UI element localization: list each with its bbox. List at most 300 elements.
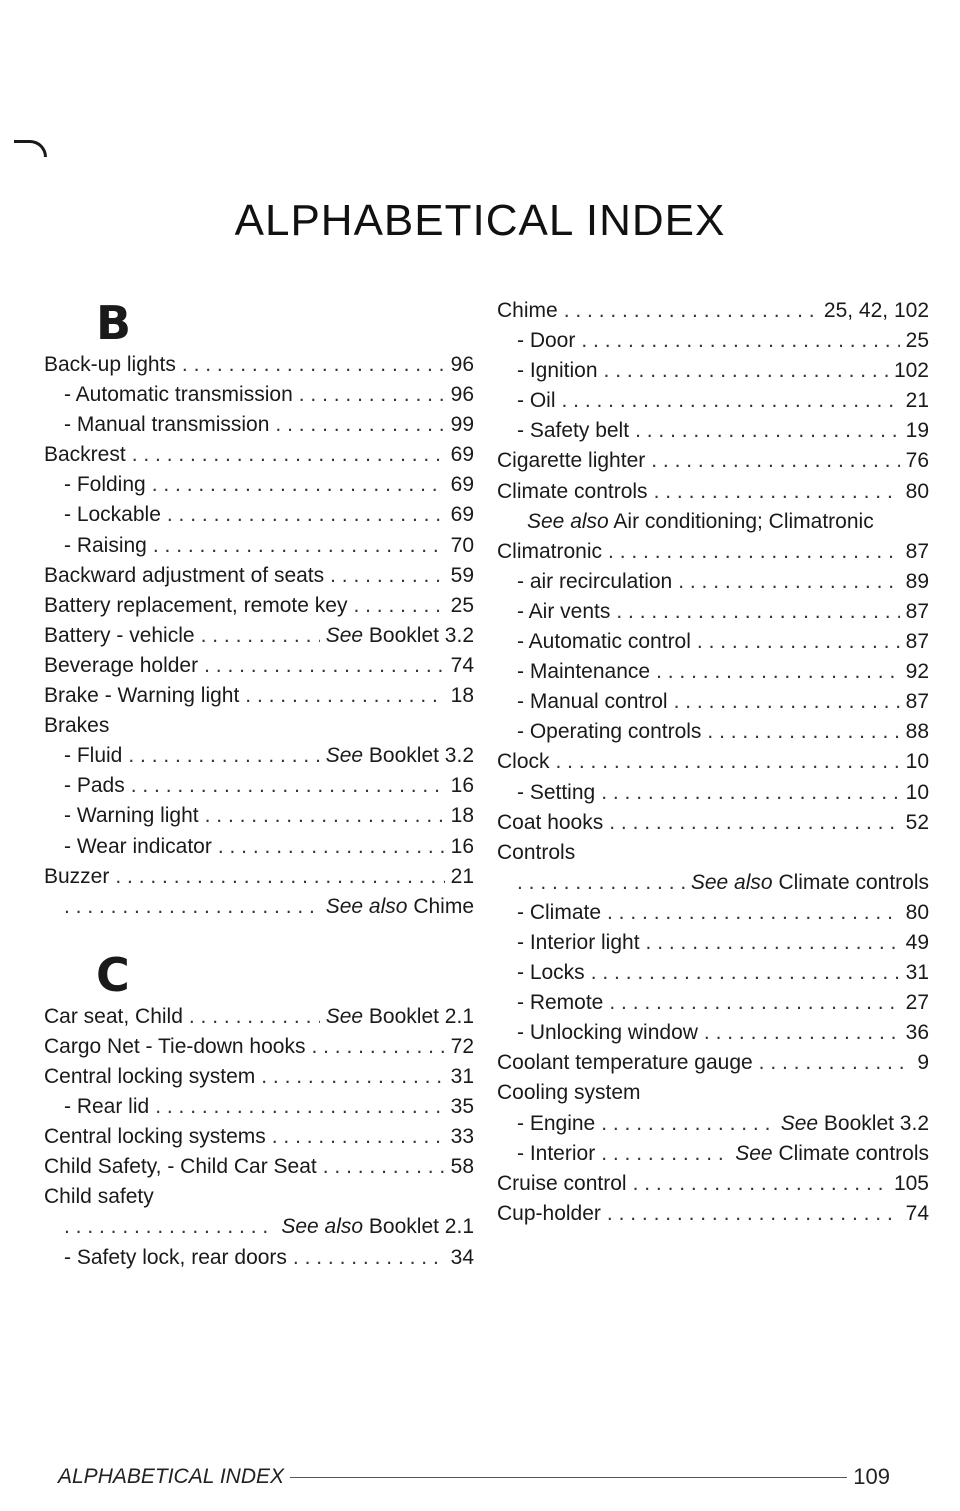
entry-term: Beverage holder — [44, 653, 199, 677]
entry-term: - Ignition — [517, 359, 598, 383]
index-entry — [497, 778, 929, 808]
index-entry — [497, 537, 929, 567]
index-entry — [497, 838, 929, 868]
index-entry — [497, 326, 929, 356]
index-entry — [44, 561, 474, 591]
entry-reference — [451, 591, 474, 621]
dot-leader — [609, 988, 899, 1018]
entry-reference — [326, 621, 474, 651]
page-reference: Booklet 2.1 — [368, 1215, 474, 1239]
entry-reference — [451, 1122, 474, 1152]
entry-term: - Operating controls — [517, 720, 702, 744]
entry-term: Climatronic — [497, 539, 603, 563]
entry-term: - Air vents — [517, 599, 611, 623]
index-list-b — [44, 350, 474, 922]
entry-reference — [326, 892, 474, 922]
index-list-right — [497, 296, 929, 1229]
page-reference: 52 — [905, 810, 929, 834]
index-entry — [497, 507, 929, 537]
page-reference: 69 — [450, 473, 474, 497]
entry-term: - Door — [517, 329, 576, 353]
entry-reference — [906, 537, 929, 567]
entry-reference — [917, 1048, 929, 1078]
entry-term: - Warning light — [64, 804, 199, 828]
entry-term: Cigarette lighter — [497, 449, 646, 473]
page-reference: 10 — [905, 750, 929, 774]
entry-term: - Unlocking window — [517, 1021, 698, 1045]
index-entry — [44, 380, 474, 410]
entry-reference — [906, 657, 929, 687]
index-entry — [497, 1199, 929, 1229]
see-label: See also — [690, 870, 773, 894]
entry-reference — [281, 1212, 474, 1242]
dot-leader — [651, 446, 899, 476]
page-reference: 87 — [905, 599, 929, 623]
dot-leader — [132, 440, 445, 470]
entry-reference — [326, 741, 474, 771]
entry-term: Battery replacement, remote key — [44, 593, 348, 617]
dot-leader — [353, 591, 444, 621]
entry-reference — [906, 687, 929, 717]
index-entry — [497, 898, 929, 928]
index-entry — [497, 386, 929, 416]
entry-reference — [906, 627, 929, 657]
entry-term: Coat hooks — [497, 810, 604, 834]
page-reference: 70 — [450, 533, 474, 557]
entry-term: - Locks — [517, 961, 585, 985]
entry-reference — [906, 778, 929, 808]
index-entry — [44, 1152, 474, 1182]
entry-term: - Wear indicator — [64, 834, 212, 858]
dot-leader — [261, 1062, 444, 1092]
index-entry — [44, 470, 474, 500]
index-entry — [497, 356, 929, 386]
entry-term: Central locking systems — [44, 1125, 266, 1149]
page-reference: 16 — [450, 834, 474, 858]
index-entry — [44, 1002, 474, 1032]
entry-reference — [451, 1152, 474, 1182]
page-reference: 9 — [917, 1051, 929, 1075]
entry-term: Cooling system — [497, 1081, 641, 1105]
index-entry — [44, 591, 474, 621]
index-entry — [497, 657, 929, 687]
index-entry — [44, 350, 474, 380]
index-entry — [497, 988, 929, 1018]
entry-term: Backward adjustment of seats — [44, 563, 325, 587]
dot-leader — [311, 1032, 444, 1062]
index-entry — [497, 687, 929, 717]
entry-term: - Engine — [517, 1111, 596, 1135]
entry-term: - Manual control — [517, 690, 668, 714]
entry-reference — [906, 747, 929, 777]
index-entry — [44, 1032, 474, 1062]
entry-reference — [451, 832, 474, 862]
entry-reference — [451, 350, 474, 380]
page-reference: 27 — [905, 991, 929, 1015]
entry-reference — [824, 296, 929, 326]
index-entry — [44, 832, 474, 862]
index-entry — [44, 1062, 474, 1092]
index-entry — [44, 1243, 474, 1273]
index-entry — [44, 801, 474, 831]
dot-leader — [517, 868, 685, 898]
entry-term: Cruise control — [497, 1171, 627, 1195]
page-reference: 102 — [893, 359, 929, 383]
entry-reference — [781, 1109, 929, 1139]
index-entry — [497, 567, 929, 597]
page-reference: Booklet 3.2 — [368, 744, 474, 768]
page-reference: 33 — [450, 1125, 474, 1149]
entry-reference — [451, 1032, 474, 1062]
dot-leader — [654, 477, 900, 507]
page-reference: 21 — [450, 864, 474, 888]
entry-term: - Manual transmission — [64, 413, 270, 437]
page-reference: 25 — [450, 593, 474, 617]
dot-leader — [604, 356, 888, 386]
index-entry — [44, 621, 474, 651]
index-entry — [497, 1139, 929, 1169]
entry-term: Buzzer — [44, 864, 110, 888]
entry-term: - Automatic transmission — [64, 383, 293, 407]
page-reference: 74 — [905, 1201, 929, 1225]
page-reference: 25, 42, 102 — [823, 299, 929, 322]
entry-reference — [451, 801, 474, 831]
page-reference: 74 — [450, 653, 474, 677]
dot-leader — [64, 1212, 275, 1242]
index-entry — [44, 681, 474, 711]
index-entry — [497, 1078, 929, 1108]
page-reference: 87 — [905, 630, 929, 654]
dot-leader — [633, 1169, 888, 1199]
index-column-left — [44, 296, 474, 1273]
dot-leader — [581, 326, 899, 356]
dot-leader — [591, 958, 900, 988]
entry-term: Cup-holder — [497, 1201, 601, 1225]
entry-term: - Setting — [517, 780, 596, 804]
entry-reference — [735, 1139, 929, 1169]
dot-leader — [153, 531, 445, 561]
dot-leader — [674, 687, 900, 717]
entry-reference — [451, 681, 474, 711]
entry-reference — [906, 988, 929, 1018]
entry-reference — [451, 531, 474, 561]
entry-term: - Maintenance — [517, 660, 651, 684]
section-letter-b: B — [96, 296, 132, 350]
entry-reference — [451, 651, 474, 681]
entry-reference — [894, 1169, 929, 1199]
dot-leader — [607, 1199, 900, 1229]
index-entry — [44, 771, 474, 801]
entry-reference — [451, 500, 474, 530]
index-entry — [497, 1169, 929, 1199]
index-entry — [44, 741, 474, 771]
entry-reference — [906, 416, 929, 446]
entry-reference — [451, 771, 474, 801]
entry-reference — [451, 561, 474, 591]
dot-leader — [204, 651, 445, 681]
dot-leader — [218, 832, 445, 862]
index-entry — [44, 1212, 474, 1242]
index-entry — [497, 446, 929, 476]
index-entry — [497, 1018, 929, 1048]
entry-reference — [451, 470, 474, 500]
dot-leader — [607, 898, 900, 928]
page-reference: 69 — [450, 443, 474, 467]
page-reference: 88 — [905, 720, 929, 744]
page-reference: 19 — [905, 419, 929, 443]
page-reference: 69 — [450, 503, 474, 527]
page-reference: 96 — [450, 353, 474, 376]
dot-leader — [759, 1048, 912, 1078]
entry-term: - Interior light — [517, 930, 640, 954]
entry-reference — [894, 356, 929, 386]
entry-term: Climate controls — [497, 479, 648, 503]
dot-leader — [245, 681, 444, 711]
entry-term: Backrest — [44, 443, 126, 467]
dot-leader — [646, 928, 900, 958]
page-reference: 18 — [450, 804, 474, 828]
page-reference: 80 — [905, 479, 929, 503]
index-entry — [497, 958, 929, 988]
page-reference: 89 — [905, 569, 929, 593]
page-reference: 31 — [450, 1064, 474, 1088]
page-title: ALPHABETICAL INDEX — [234, 196, 726, 245]
page-reference: 92 — [905, 660, 929, 684]
entry-term: Child Safety, - Child Car Seat — [44, 1155, 317, 1179]
index-entry — [497, 296, 929, 326]
entry-reference — [906, 898, 929, 928]
entry-reference — [451, 1092, 474, 1122]
dot-leader — [704, 1018, 900, 1048]
dot-leader — [656, 657, 900, 687]
entry-reference — [906, 1018, 929, 1048]
entry-reference — [451, 440, 474, 470]
entry-reference — [906, 1199, 929, 1229]
entry-term: - Remote — [517, 991, 604, 1015]
see-also-line — [497, 507, 929, 537]
page-reference: 10 — [905, 780, 929, 804]
page-reference: 76 — [905, 449, 929, 473]
see-label: See — [735, 1141, 773, 1165]
see-also-target: Air conditioning; Climatronic — [613, 509, 874, 533]
page-reference: 59 — [450, 563, 474, 587]
entry-reference — [906, 446, 929, 476]
dot-leader — [697, 627, 900, 657]
page-reference: 87 — [905, 539, 929, 563]
dot-leader — [562, 386, 900, 416]
entry-reference — [906, 326, 929, 356]
page-reference: 35 — [450, 1095, 474, 1119]
page-reference: 58 — [450, 1155, 474, 1179]
entry-term: - air recirculation — [517, 569, 673, 593]
index-entry — [497, 477, 929, 507]
page-reference: 87 — [905, 690, 929, 714]
page-reference: Chime — [413, 894, 474, 918]
entry-reference — [451, 410, 474, 440]
page-number: 109 — [853, 1464, 890, 1489]
entry-reference — [906, 928, 929, 958]
entry-reference — [451, 1243, 474, 1273]
entry-term: - Interior — [517, 1141, 596, 1165]
dot-leader — [152, 470, 445, 500]
dot-leader — [609, 808, 899, 838]
dot-leader — [167, 500, 445, 530]
entry-reference — [326, 1002, 474, 1032]
see-label: See also — [325, 894, 408, 918]
index-entry — [44, 440, 474, 470]
entry-term: - Safety belt — [517, 419, 630, 443]
entry-reference — [906, 386, 929, 416]
entry-term: Controls — [497, 840, 576, 864]
entry-reference — [906, 477, 929, 507]
entry-term: Brake - Warning light — [44, 684, 240, 708]
entry-term: - Rear lid — [64, 1095, 150, 1119]
see-also-label: See also — [527, 509, 609, 533]
dot-leader — [616, 597, 899, 627]
entry-reference — [691, 868, 929, 898]
dot-leader — [293, 1243, 445, 1273]
entry-term: Car seat, Child — [44, 1004, 183, 1028]
entry-term: - Pads — [64, 774, 125, 798]
entry-reference — [906, 717, 929, 747]
index-entry — [497, 1109, 929, 1139]
index-entry — [44, 410, 474, 440]
dot-leader — [323, 1152, 445, 1182]
dot-leader — [601, 1139, 729, 1169]
index-entry — [44, 892, 474, 922]
page-reference: 96 — [450, 383, 474, 407]
dot-leader — [189, 1002, 320, 1032]
index-entry — [497, 747, 929, 777]
dot-leader — [131, 771, 445, 801]
dot-leader — [330, 561, 445, 591]
page-reference: Climate controls — [778, 1141, 929, 1165]
page-reference: 34 — [450, 1245, 474, 1269]
page-reference: Booklet 3.2 — [823, 1111, 929, 1135]
page-reference: 80 — [905, 900, 929, 924]
dot-leader — [299, 380, 445, 410]
dot-leader — [707, 717, 899, 747]
dot-leader — [635, 416, 900, 446]
footer-title: ALPHABETICAL INDEX — [58, 1465, 285, 1488]
entry-term: - Raising — [64, 533, 147, 557]
dot-leader — [201, 621, 320, 651]
index-list-c — [44, 1002, 474, 1273]
entry-term: - Automatic control — [517, 630, 691, 654]
dot-leader — [205, 801, 445, 831]
index-entry — [44, 651, 474, 681]
page-reference: Booklet 2.1 — [368, 1004, 474, 1028]
index-entry — [497, 717, 929, 747]
entry-term: Child safety — [44, 1185, 154, 1209]
dot-leader — [678, 567, 899, 597]
index-entry — [44, 531, 474, 561]
entry-term: - Lockable — [64, 503, 161, 527]
index-entry — [44, 862, 474, 892]
entry-reference — [451, 380, 474, 410]
entry-term: Clock — [497, 750, 550, 774]
entry-term: Back-up lights — [44, 353, 176, 376]
dot-leader — [272, 1122, 445, 1152]
entry-reference — [906, 808, 929, 838]
entry-term: Coolant temperature gauge — [497, 1051, 753, 1075]
index-entry — [44, 500, 474, 530]
dot-leader — [155, 1092, 444, 1122]
dot-leader — [182, 350, 445, 380]
entry-term: - Oil — [517, 389, 556, 413]
index-entry — [497, 868, 929, 898]
dot-leader — [601, 1109, 774, 1139]
see-label: See — [325, 1004, 364, 1028]
entry-term: - Folding — [64, 473, 146, 497]
dot-leader — [556, 747, 900, 777]
footer-rule — [290, 1477, 847, 1478]
index-entry — [44, 1182, 474, 1212]
entry-term: Battery - vehicle — [44, 623, 195, 647]
dot-leader — [64, 892, 320, 922]
index-entry — [497, 597, 929, 627]
index-entry — [497, 808, 929, 838]
page-reference: 18 — [450, 684, 474, 708]
entry-reference — [906, 958, 929, 988]
dot-leader — [608, 537, 900, 567]
entry-term: - Climate — [517, 900, 602, 924]
index-entry — [44, 711, 474, 741]
entry-term: Chime — [497, 299, 558, 322]
corner-mark-icon — [14, 140, 47, 157]
entry-term: Central locking system — [44, 1064, 256, 1088]
entry-reference — [451, 1062, 474, 1092]
entry-term: - Fluid — [64, 744, 123, 768]
see-label: See — [780, 1111, 819, 1135]
page-reference: 31 — [905, 961, 929, 985]
entry-reference — [451, 862, 474, 892]
dot-leader — [115, 862, 444, 892]
dot-leader — [275, 410, 444, 440]
index-column-right — [497, 296, 929, 1229]
index-entry — [497, 416, 929, 446]
see-label: See also — [281, 1215, 364, 1239]
page-footer — [58, 1462, 890, 1492]
dot-leader — [564, 296, 818, 326]
index-entry — [497, 1048, 929, 1078]
index-entry — [44, 1122, 474, 1152]
page-reference: 72 — [450, 1034, 474, 1058]
dot-leader — [601, 778, 899, 808]
page-reference: Booklet 3.2 — [368, 623, 474, 647]
section-letter-c: C — [96, 947, 130, 1002]
page-reference: 25 — [905, 329, 929, 353]
see-label: See — [325, 623, 364, 647]
entry-term: Brakes — [44, 714, 110, 738]
page-reference: 21 — [905, 389, 929, 413]
index-entry — [497, 627, 929, 657]
page-reference: 36 — [905, 1021, 929, 1045]
dot-leader — [128, 741, 319, 771]
page-reference: Climate controls — [778, 870, 929, 894]
entry-term: Cargo Net - Tie-down hooks — [44, 1034, 306, 1058]
page-reference: 16 — [450, 774, 474, 798]
entry-reference — [906, 597, 929, 627]
page-reference: 99 — [450, 413, 474, 437]
entry-term: - Safety lock, rear doors — [64, 1245, 287, 1269]
see-label: See — [325, 744, 364, 768]
page-reference: 105 — [893, 1171, 929, 1195]
index-entry — [497, 928, 929, 958]
page-reference: 49 — [905, 930, 929, 954]
entry-reference — [906, 567, 929, 597]
index-entry — [44, 1092, 474, 1122]
